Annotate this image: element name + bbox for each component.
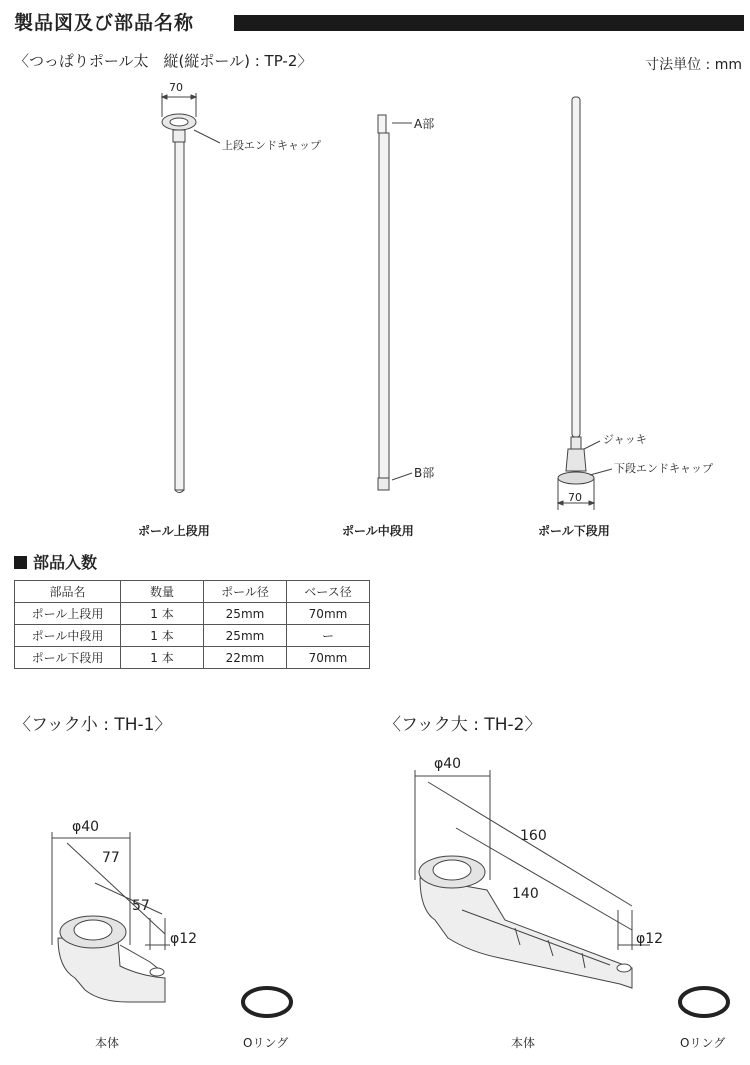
callout-b: B部 — [414, 466, 435, 480]
small-ring-label: Oリング — [243, 1036, 289, 1050]
cell: 1 本 — [121, 603, 204, 625]
hook-large-drawing — [415, 756, 663, 988]
cell: 22mm — [204, 647, 287, 669]
cell: 70mm — [287, 647, 370, 669]
upper-cap-callout: 上段エンドキャップ — [222, 139, 321, 152]
hook-small-title: 〈フック小 : TH-1〉 — [14, 715, 172, 735]
lower-dim-70: 70 — [568, 491, 582, 504]
col-header: ベース径 — [287, 581, 370, 603]
small-l77: 77 — [102, 850, 120, 866]
cell: 25mm — [204, 603, 287, 625]
large-d40: φ40 — [434, 756, 462, 772]
table-row — [15, 625, 370, 647]
unit-note: 寸法単位 : mm — [645, 57, 742, 73]
cell: 25mm — [204, 625, 287, 647]
large-ring-label: Oリング — [680, 1036, 726, 1050]
small-d40: φ40 — [72, 819, 100, 835]
small-l57: 57 — [132, 898, 150, 914]
hook-small-drawing — [52, 819, 197, 1002]
cell: ポール上段用 — [15, 603, 121, 625]
hook-drawings — [0, 740, 750, 1060]
large-l140: 140 — [512, 886, 539, 902]
cell: ー — [287, 625, 370, 647]
col-header: 部品名 — [15, 581, 121, 603]
cell: ポール中段用 — [15, 625, 121, 647]
cell: 70mm — [287, 603, 370, 625]
caption-lower: ポール下段用 — [538, 524, 610, 538]
small-o-ring — [243, 988, 291, 1016]
table-row — [15, 603, 370, 625]
large-l160: 160 — [520, 828, 547, 844]
lower-pole-drawing — [558, 97, 713, 510]
page-title: 製品図及び部品名称 — [14, 12, 195, 34]
title-bar — [234, 15, 744, 31]
callout-a: A部 — [414, 117, 435, 131]
large-body-label: 本体 — [511, 1036, 536, 1050]
cell: 1 本 — [121, 625, 204, 647]
caption-upper: ポール上段用 — [138, 524, 210, 538]
col-header: ポール径 — [204, 581, 287, 603]
small-body-label: 本体 — [95, 1036, 120, 1050]
cell: 1 本 — [121, 647, 204, 669]
table-row — [15, 647, 370, 669]
col-header: 数量 — [121, 581, 204, 603]
jack-callout: ジャッキ — [603, 433, 647, 446]
upper-pole-drawing — [162, 81, 321, 493]
pole-drawings — [0, 75, 750, 545]
middle-pole-drawing — [378, 115, 434, 490]
lower-cap-callout: 下段エンドキャップ — [614, 462, 713, 475]
small-d12: φ12 — [170, 931, 198, 947]
parts-table — [14, 580, 370, 669]
hook-large-title: 〈フック大 : TH-2〉 — [384, 715, 542, 735]
large-d12: φ12 — [636, 931, 664, 947]
product-subtitle: 〈つっぱりポール太 縦(縦ポール) : TP-2〉 — [14, 52, 313, 70]
caption-middle: ポール中段用 — [342, 524, 414, 538]
cell: ポール下段用 — [15, 647, 121, 669]
large-o-ring — [680, 988, 728, 1016]
upper-dim-70: 70 — [169, 81, 183, 94]
parts-heading: 部品入数 — [14, 550, 97, 573]
